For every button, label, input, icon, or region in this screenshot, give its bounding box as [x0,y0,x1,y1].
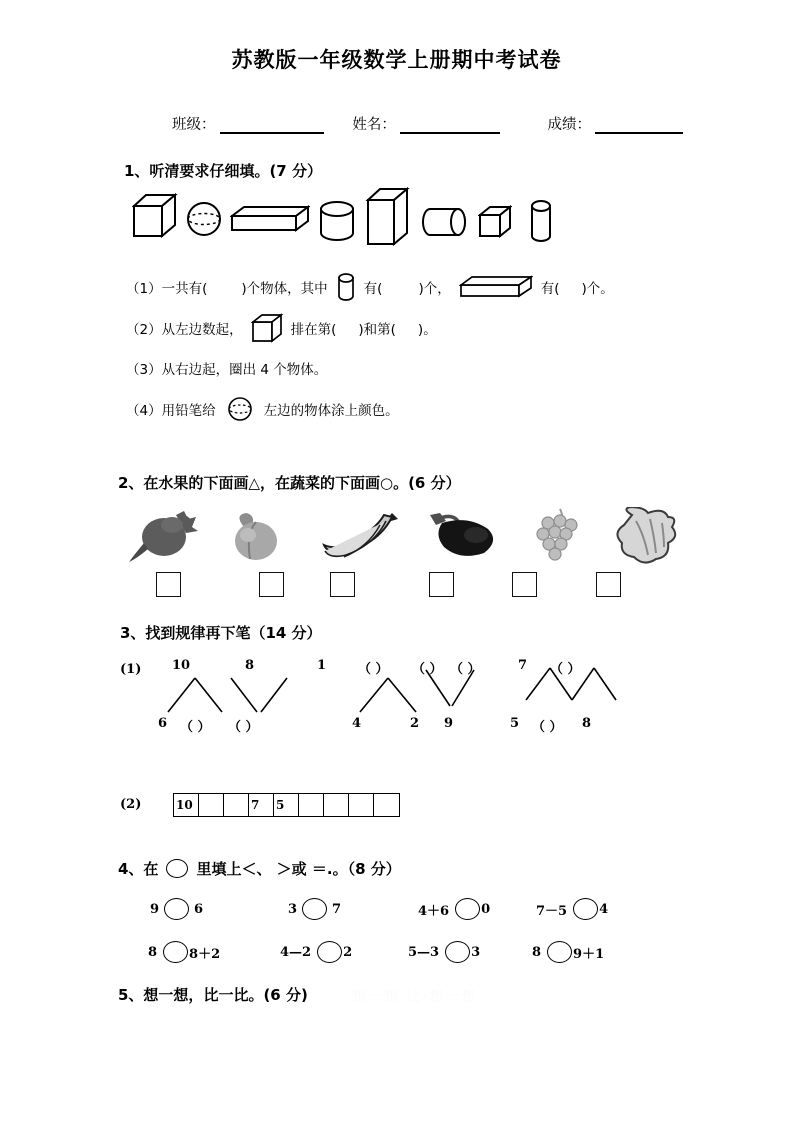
section-1-question-4 [126,396,399,422]
q1-text-b: )个物体，其中 [241,281,328,297]
cmp-left: 5—3 [408,944,440,960]
cmp-left: 7－5 [536,903,568,919]
bond-6-top-right[interactable]: （ ） [550,662,581,677]
cmp-right: 3 [471,944,481,960]
comparison-item [532,941,604,963]
section-4-heading [118,858,401,879]
strip-cell[interactable] [349,794,374,816]
number-bonds-area [120,658,640,750]
circle-icon [166,859,188,878]
bond-6-bottom-1: 5 [510,716,520,731]
comparison-circle[interactable] [573,898,598,920]
answer-box-4[interactable] [429,572,454,597]
cylinder-icon [336,272,356,302]
cmp-left: 4＋6 [418,903,450,919]
cmp-left: 9 [150,901,160,917]
strip-cell[interactable]: 7 [249,794,274,816]
answer-box-6[interactable] [596,572,621,597]
section-2-heading: 2、在水果的下面画△，在蔬菜的下面画○。(6 分） [118,474,461,492]
bond-1-top: 10 [172,658,191,673]
q1-text-f: )个。 [581,281,614,297]
answer-box-2[interactable] [259,572,284,597]
section-3-item-1-number: (1) [120,662,142,677]
q1-text-e: 有( [540,281,560,297]
answer-box-3[interactable] [330,572,355,597]
cmp-right: 4 [599,901,609,917]
comparison-circle[interactable] [547,941,572,963]
bond-4-lines [352,676,426,716]
comparison-circle[interactable] [163,941,188,963]
q2-text-c: )和第( [358,322,396,338]
bond-1-bottom-right[interactable]: （ ） [180,720,211,735]
long-cuboid-icon [459,274,533,300]
q2-text-b: 排在第( [290,322,337,338]
horizontal-cylinder-icon [420,206,468,238]
q4-number: （4） [126,403,162,419]
q3-text: 从右边起，圈出 4 个物体。 [161,362,328,378]
comparison-item [148,941,220,963]
q2-text-a: 从左边数起， [161,322,243,338]
name-field[interactable] [352,113,500,134]
name-label: 姓名： [352,117,396,133]
comparison-item [150,898,203,920]
class-label: 班级： [172,117,216,133]
cmp-right: 2 [343,944,353,960]
watermark-text: 想一想·比·想一想 [352,989,477,1005]
section-3-heading: 3、找到规律再下笔（14 分） [120,624,322,642]
class-input-rule[interactable] [220,119,324,134]
q1-number: （1） [126,281,162,297]
section-1-question-3 [126,358,327,378]
eggplant-icon [424,511,500,561]
strip-cell[interactable] [374,794,399,816]
cmp-left: 8 [148,944,158,960]
banana-icon [322,511,402,563]
produce-images-row [126,505,646,567]
section-3-item-2-number: (2) [120,797,142,812]
score-label: 成绩： [547,117,591,133]
comparison-circle[interactable] [455,898,480,920]
comparison-item [408,941,480,963]
strip-cell[interactable] [199,794,224,816]
q2-number: （2） [126,322,162,338]
small-cube-icon [478,204,512,240]
comparison-item [288,898,341,920]
bond-1-bottom-left: 6 [158,716,168,731]
cabbage-icon [610,507,684,567]
q1-text-d: )个， [418,281,451,297]
section-4-heading-b: 里填上＜、 ＞或 ＝.。（8 分） [196,860,401,878]
section-1-question-2 [126,312,437,344]
strip-cell[interactable] [324,794,349,816]
section-4-heading-a: 4、在 [118,860,159,878]
q4-text-b: 左边的物体涂上颜色。 [263,403,399,419]
grapes-icon [530,507,586,565]
q4-text-a: 用铅笔给 [161,403,216,419]
cmp-left: 4—2 [280,944,312,960]
answer-box-1[interactable] [156,572,181,597]
section-1-question-1 [126,272,614,302]
bond-4-bottom-right: 2 [410,716,420,731]
section-5-heading: 5、想一想，比一比。(6 分) [118,986,308,1004]
cube-icon [251,312,283,344]
score-field[interactable] [548,113,684,134]
name-input-rule[interactable] [400,119,500,134]
bond-5-top-right[interactable]: （ ） [450,662,481,677]
class-field[interactable] [172,113,324,134]
cmp-right: 0 [481,901,491,917]
solid-shapes-row [132,186,512,246]
q1-text-c: 有( [363,281,383,297]
strip-cell[interactable]: 5 [274,794,299,816]
q1-text-a: 一共有( [161,281,208,297]
cmp-right: 8＋2 [189,946,221,962]
cmp-left: 8 [532,944,542,960]
cylinder-icon [318,200,356,244]
small-cylinder-icon [528,198,554,244]
cmp-right: 9＋1 [573,946,605,962]
bond-6-top-left: 7 [518,658,528,673]
bond-2-lines [225,676,297,716]
comparison-item [280,941,352,963]
student-info-header [172,113,683,134]
comparison-circle[interactable] [445,941,470,963]
answer-box-5[interactable] [512,572,537,597]
q2-text-d: )。 [417,322,437,338]
bond-5-top-left[interactable]: （ ） [412,662,443,677]
bond-4-top[interactable]: （ ） [358,662,389,677]
bond-2-top: 8 [245,658,255,673]
beet-icon [128,509,200,567]
comparison-item [418,898,490,920]
peach-icon [226,511,288,565]
bond-6-bottom-2[interactable]: （ ） [532,720,563,735]
bond-1-lines [162,676,232,716]
bond-6-lines [516,666,620,714]
score-input-rule[interactable] [595,119,683,134]
comparison-item [536,898,608,920]
bond-2-bottom[interactable]: （ ） [228,720,259,735]
strip-cell[interactable]: 10 [174,794,199,816]
bond-4-bottom-left: 4 [352,716,362,731]
comparison-row-1 [140,898,660,924]
number-strip [173,793,400,817]
comparison-circle[interactable] [164,898,189,920]
long-cuboid-icon [230,204,310,236]
section-1-heading: 1、听清要求仔细填。(7 分） [124,162,322,180]
sphere-icon [186,200,222,238]
comparison-circle[interactable] [317,941,342,963]
cmp-right: 7 [332,901,342,917]
q3-number: （3） [126,362,162,378]
bond-5-lines [418,668,484,712]
bond-3-top: 1 [317,658,327,673]
strip-cell[interactable] [224,794,249,816]
comparison-row-2 [140,941,660,967]
bond-6-bottom-3: 8 [582,716,592,731]
tall-cuboid-icon [364,186,412,248]
cube-icon [132,192,178,240]
cmp-left: 3 [288,901,298,917]
answer-boxes-row [126,572,646,598]
cmp-right: 6 [194,901,204,917]
sphere-icon [226,396,254,422]
strip-cell[interactable] [299,794,324,816]
page-title: 苏教版一年级数学上册期中考试卷 [231,48,562,72]
bond-5-bottom: 9 [444,716,454,731]
comparison-circle[interactable] [302,898,327,920]
